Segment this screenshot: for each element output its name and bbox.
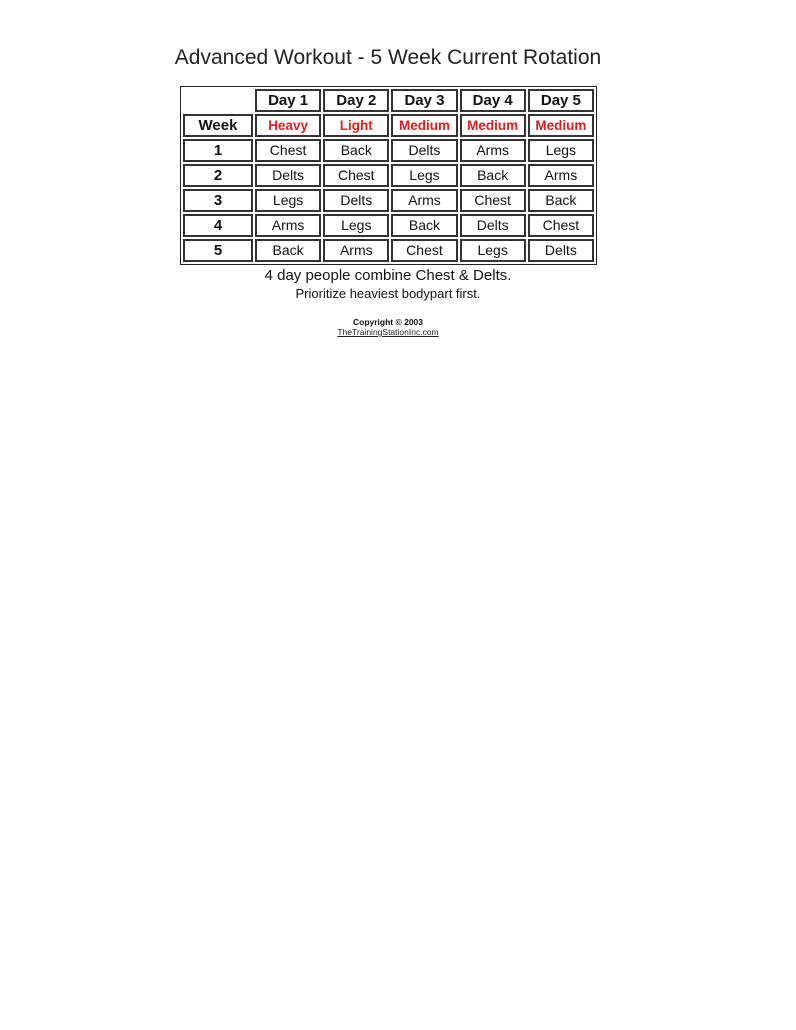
table-row	[183, 139, 594, 162]
bodypart-cell: Chest	[323, 164, 389, 187]
intensity-cell: Light	[323, 114, 389, 137]
bodypart-cell: Legs	[255, 189, 321, 212]
bodypart-cell: Arms	[323, 239, 389, 262]
day-header: Day 2	[323, 89, 389, 112]
table-row-intensity	[183, 114, 594, 137]
week-number: 4	[183, 214, 253, 237]
week-number: 3	[183, 189, 253, 212]
table-row	[183, 164, 594, 187]
bodypart-cell: Delts	[255, 164, 321, 187]
table-row	[183, 214, 594, 237]
table-corner-cell	[183, 89, 253, 112]
bodypart-cell: Back	[460, 164, 526, 187]
combine-note: 4 day people combine Chest & Delts.	[264, 267, 512, 284]
intensity-cell: Medium	[528, 114, 594, 137]
week-number: 2	[183, 164, 253, 187]
day-header: Day 1	[255, 89, 321, 112]
day-header: Day 5	[528, 89, 594, 112]
bodypart-cell: Delts	[323, 189, 389, 212]
bodypart-cell: Delts	[391, 139, 457, 162]
rotation-table	[180, 86, 597, 265]
bodypart-cell: Arms	[255, 214, 321, 237]
day-header: Day 3	[391, 89, 457, 112]
bodypart-cell: Arms	[460, 139, 526, 162]
bodypart-cell: Arms	[391, 189, 457, 212]
week-number: 5	[183, 239, 253, 262]
bodypart-cell: Chest	[391, 239, 457, 262]
bodypart-cell: Legs	[323, 214, 389, 237]
bodypart-cell: Legs	[528, 139, 594, 162]
table-row	[183, 239, 594, 262]
bodypart-cell: Back	[528, 189, 594, 212]
bodypart-cell: Chest	[255, 139, 321, 162]
bodypart-cell: Back	[391, 214, 457, 237]
bodypart-cell: Legs	[460, 239, 526, 262]
bodypart-cell: Back	[255, 239, 321, 262]
bodypart-cell: Legs	[391, 164, 457, 187]
intensity-cell: Heavy	[255, 114, 321, 137]
site-link-container	[0, 327, 776, 337]
bodypart-cell: Arms	[528, 164, 594, 187]
bodypart-cell: Delts	[460, 214, 526, 237]
table-row	[183, 189, 594, 212]
prioritize-note: Prioritize heaviest bodypart first.	[295, 286, 481, 301]
bodypart-cell: Chest	[528, 214, 594, 237]
copyright-text: Copyright © 2003	[352, 317, 424, 327]
table-row-day-headers	[183, 89, 594, 112]
bodypart-cell: Delts	[528, 239, 594, 262]
week-number: 1	[183, 139, 253, 162]
intensity-cell: Medium	[460, 114, 526, 137]
bodypart-cell: Back	[323, 139, 389, 162]
page-title: Advanced Workout - 5 Week Current Rotation	[174, 46, 602, 69]
week-column-header: Week	[183, 114, 253, 137]
day-header: Day 4	[460, 89, 526, 112]
bodypart-cell: Chest	[460, 189, 526, 212]
site-link[interactable]: TheTrainingStationInc.com	[337, 327, 439, 337]
intensity-cell: Medium	[391, 114, 457, 137]
